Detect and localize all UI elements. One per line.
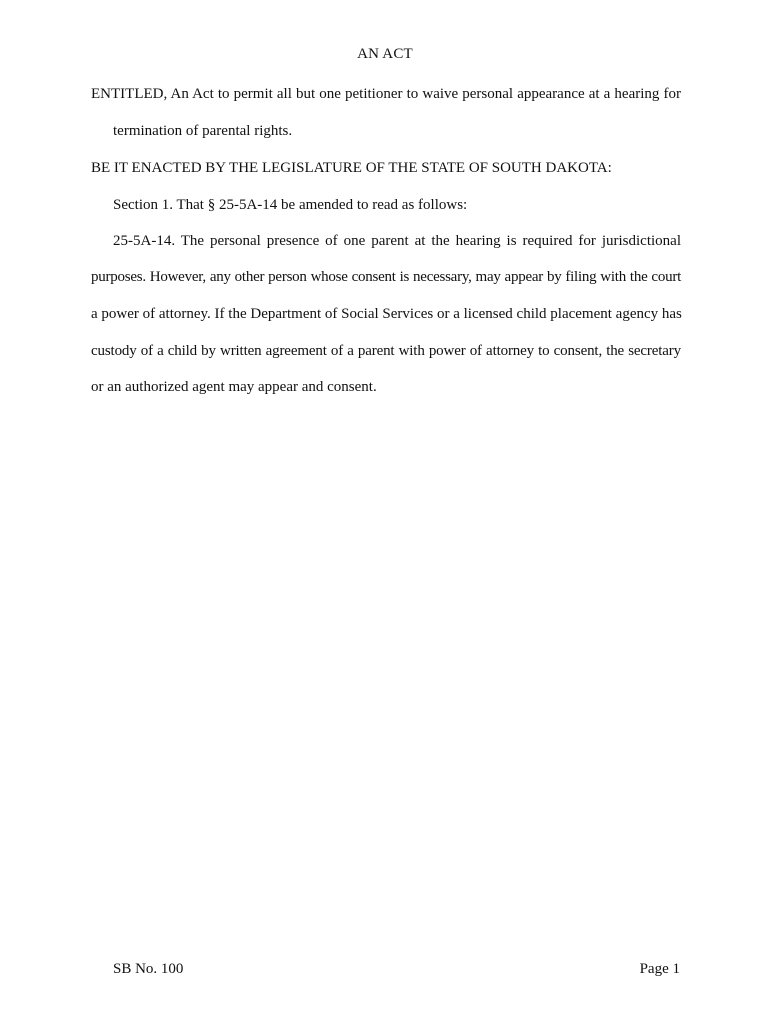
body-line-5: or an authorized agent may appear and consent. bbox=[91, 379, 377, 395]
section-1-heading: Section 1. That § 25-5A-14 be amended to read as follows: bbox=[113, 197, 468, 213]
body-line-3: a power of attorney. If the Department of Social Services or a licensed child placement agency has bbox=[91, 306, 682, 322]
body-line-2: purposes. However, any other person whose consent is necessary, may appear by filing with the court bbox=[91, 269, 681, 285]
body-line-4: custody of a child by written agreement of a parent with power of attorney to consent, the secretary bbox=[91, 343, 681, 359]
bill-number: SB No. 100 bbox=[113, 961, 184, 977]
entitled-line-1: ENTITLED, An Act to permit all but one petitioner to waive personal appearance at a hearing for bbox=[91, 86, 681, 102]
enacting-clause: BE IT ENACTED BY THE LEGISLATURE OF THE STATE OF SOUTH DAKOTA: bbox=[91, 160, 612, 176]
entitled-line-2: termination of parental rights. bbox=[113, 123, 293, 139]
page-number: Page 1 bbox=[639, 961, 680, 977]
body-line-1: 25-5A-14. The personal presence of one parent at the hearing is required for jurisdictional bbox=[113, 233, 681, 249]
act-title: AN ACT bbox=[357, 46, 413, 62]
